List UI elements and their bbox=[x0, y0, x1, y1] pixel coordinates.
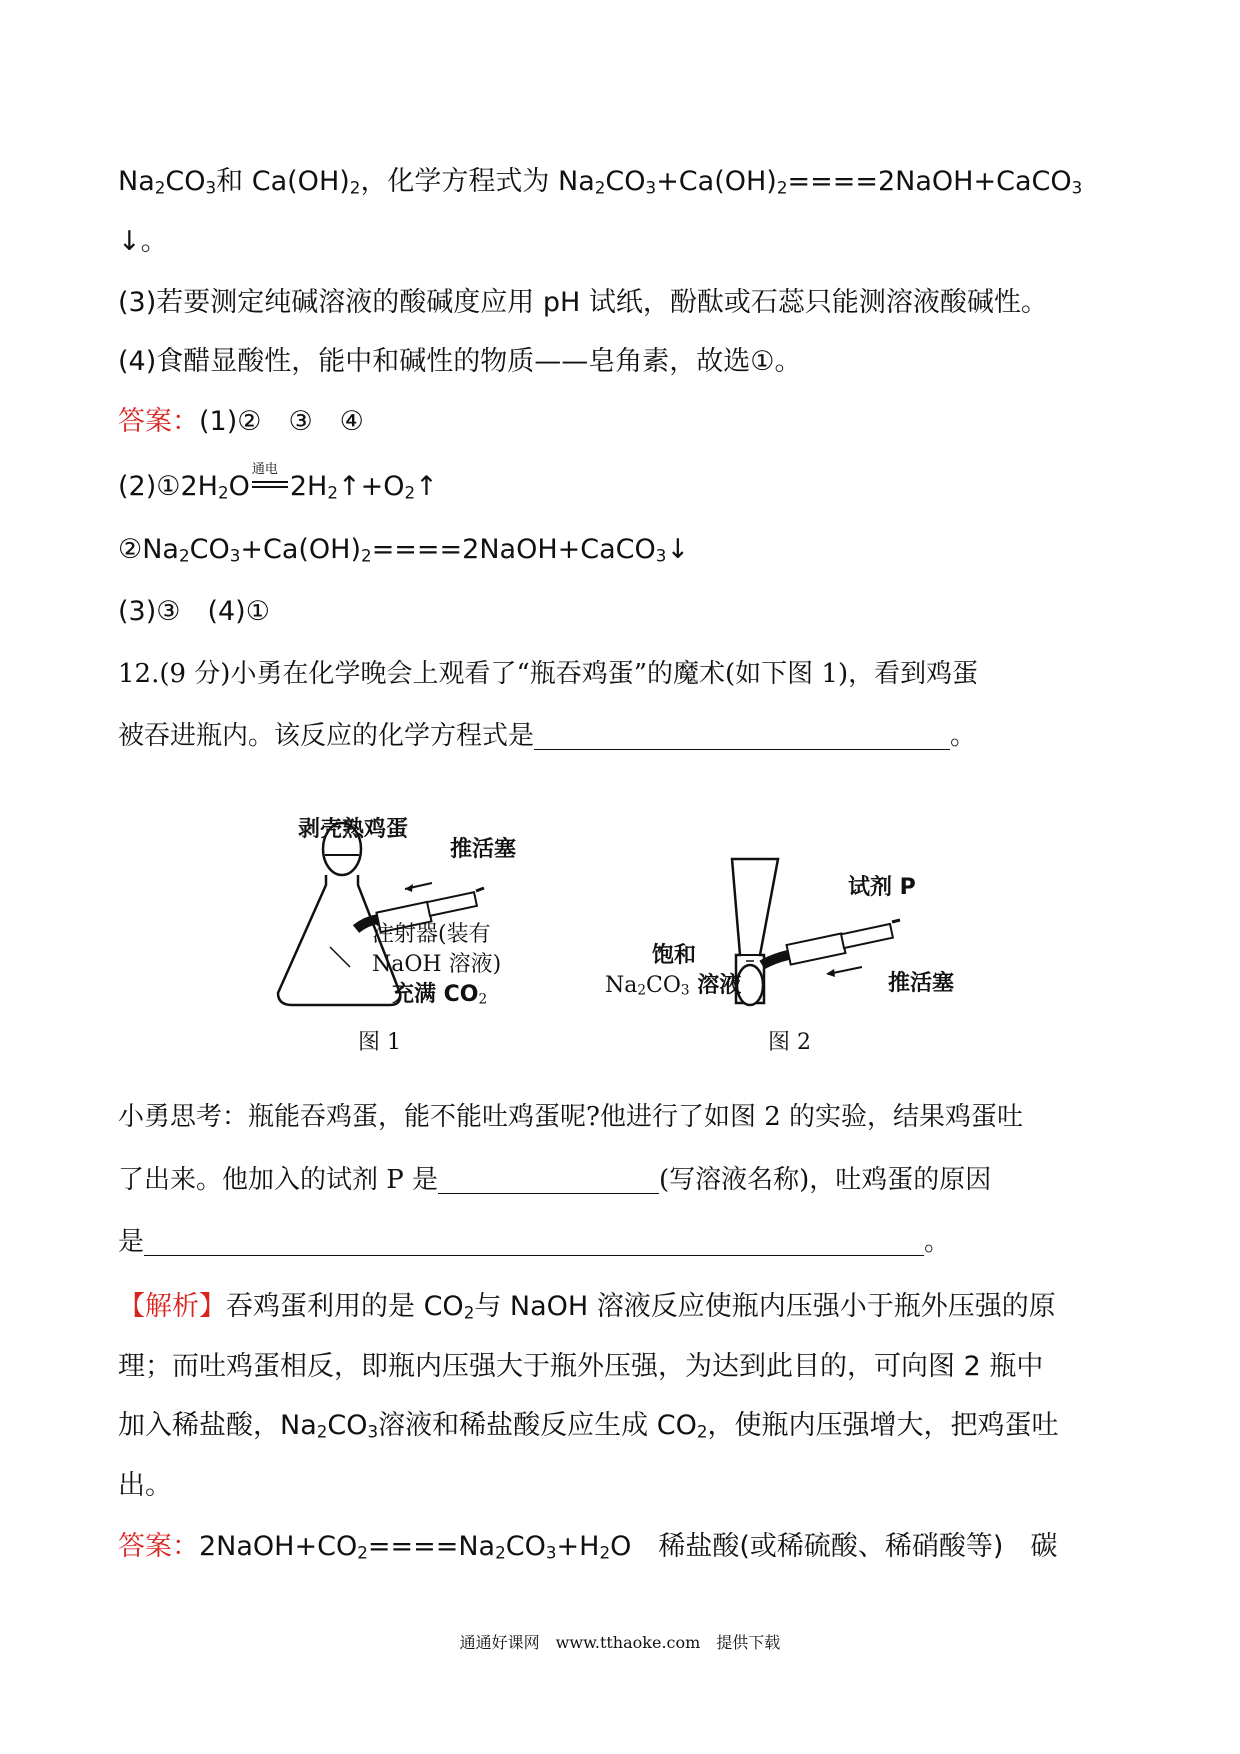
answer-label-2: 答案： bbox=[118, 1531, 199, 1562]
analysis-label: 【解析】 bbox=[118, 1291, 226, 1322]
answer-line-final: 答案：$2NaOH+CO_2====Na_2CO_3+H_2O$ 稀盐酸(或稀硫酸、稀硝酸等) 碳 bbox=[118, 1531, 1058, 1563]
push-plunger-label-2: 推活塞 bbox=[888, 971, 955, 996]
reagent-p-label: 试剂 P bbox=[848, 875, 916, 900]
push-plunger-label-1: 推活塞 bbox=[450, 837, 517, 862]
page-footer: 通通好课网 www.tthaoke.com 提供下载 bbox=[459, 1633, 781, 1652]
question-text-line-4: 了出来。他加入的试剂 P 是_________________(写溶液名称)，吐鸡蛋的原因 bbox=[118, 1165, 992, 1195]
analysis-line-1: 【解析】吞鸡蛋利用的是 $CO_2$与 NaOH 溶液反应使瓶内压强小于瓶外压强的原 bbox=[118, 1291, 1056, 1323]
analysis-line-2: 理；而吐鸡蛋相反，即瓶内压强大于瓶外压强，为达到此目的，可向图 2 瓶中 bbox=[118, 1351, 1044, 1382]
co2-fill-label: 充满 $CO_2$ bbox=[392, 982, 488, 1008]
answer-line-3: (3)③ (4)① bbox=[118, 596, 270, 627]
syringe-label-line-2: NaOH 溶液) bbox=[372, 952, 502, 977]
analysis-line-4: 出。 bbox=[118, 1470, 172, 1501]
question-12-line-1: 12.(9 分)小勇在化学晚会上观看了“瓶吞鸡蛋”的魔术(如下图 1)，看到鸡蛋 bbox=[118, 659, 979, 689]
answer-label: 答案： bbox=[118, 406, 199, 437]
text-line-1: $Na_2CO_3$和 $Ca(OH)_2$，化学方程式为 $Na_2CO_3+Ca(OH)_2====2NaOH+CaCO_3$ bbox=[118, 166, 1083, 198]
question-text-line-3: 小勇思考：瓶能吞鸡蛋，能不能吐鸡蛋呢?他进行了如图 2 的实验，结果鸡蛋吐 bbox=[118, 1102, 1024, 1132]
text-line-4: (4)食醋显酸性，能中和碱性的物质——皂角素，故选①。 bbox=[118, 346, 802, 377]
answer-equation-electrolysis: $(2)①2H_2O$ 通电 $2H_2↑+O_2↑$ bbox=[118, 462, 438, 503]
analysis-line-3: 加入稀盐酸，$Na_2CO_3$溶液和稀盐酸反应生成 $CO_2$，使瓶内压强增大，把鸡蛋吐 bbox=[118, 1410, 1059, 1442]
text-line-2: ↓。 bbox=[118, 226, 168, 257]
na2co3-solution-label: $Na_2CO_3$ 溶液 bbox=[605, 973, 742, 999]
saturated-label: 饱和 bbox=[652, 943, 697, 968]
answer-equation-2: $②Na_2CO_3+Ca(OH)_2====2NaOH+CaCO_3↓$ bbox=[118, 534, 690, 566]
question-12-line-2: 被吞进瓶内。该反应的化学方程式是________________________________。 bbox=[118, 721, 977, 751]
egg-label: 剥壳熟鸡蛋 bbox=[298, 817, 409, 842]
answer-line-1: 答案：(1)② ③ ④ bbox=[118, 406, 364, 437]
figure-2-caption: 图 2 bbox=[768, 1030, 811, 1055]
question-text-line-5: 是____________________________________________________________。 bbox=[118, 1227, 950, 1257]
figure-1-caption: 图 1 bbox=[358, 1030, 401, 1055]
text-line-3: (3)若要测定纯碱溶液的酸碱度应用 pH 试纸，酚酞或石蕊只能测溶液酸碱性。 bbox=[118, 287, 1048, 318]
syringe-label-line-1: 注射器(装有 bbox=[372, 922, 491, 947]
reaction-condition: 通电 bbox=[250, 467, 290, 497]
